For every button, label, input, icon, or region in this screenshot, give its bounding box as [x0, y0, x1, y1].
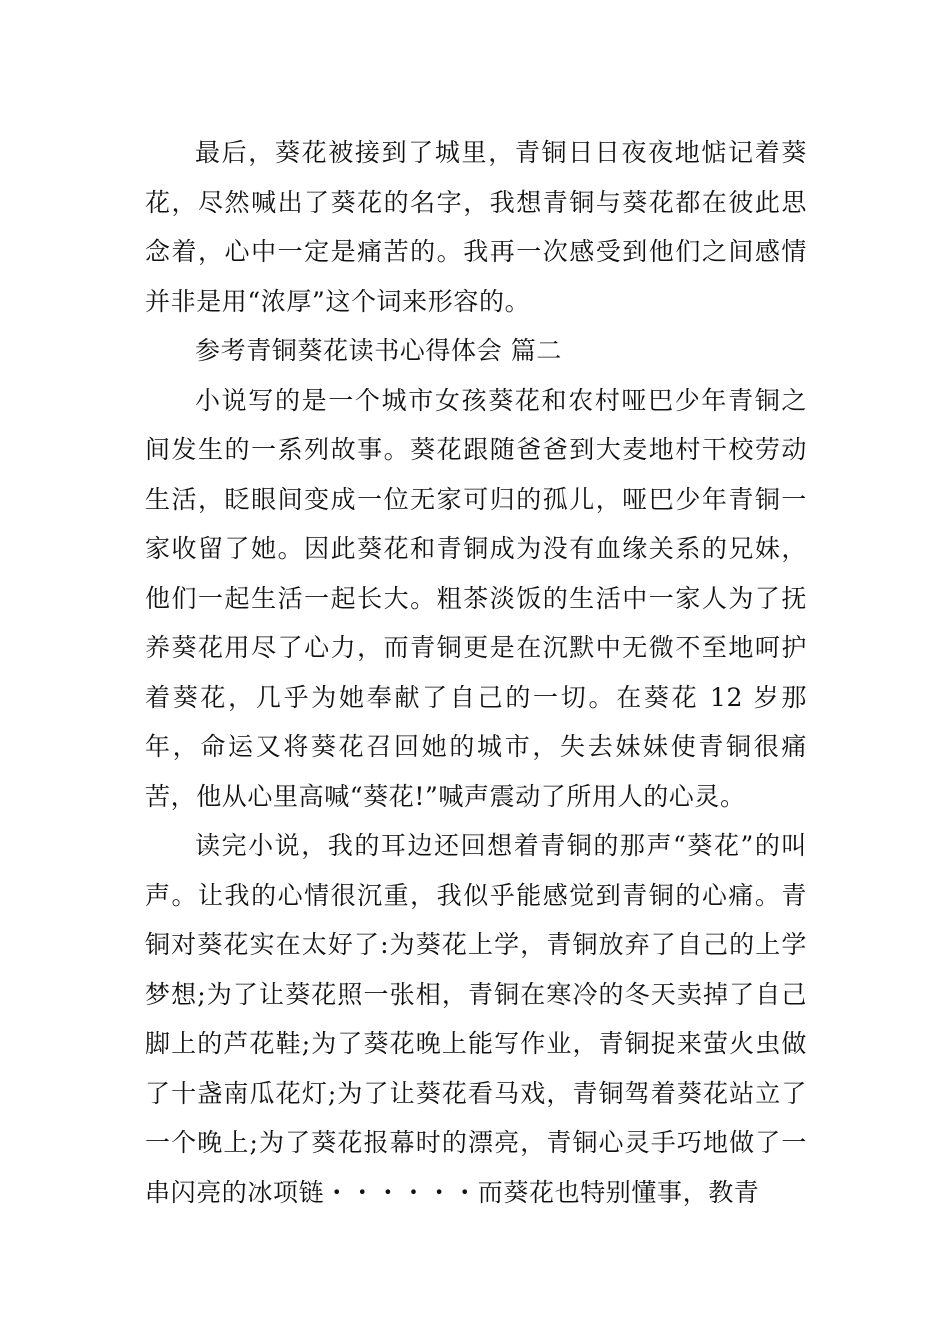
paragraph-ending-part-one: 最后，葵花被接到了城里，青铜日日夜夜地惦记着葵花，尽然喊出了葵花的名字，我想青铜与葵花都在彼此思念着，心中一定是痛苦的。我再一次感受到他们之间感情并非是用“浓厚”这个词来形容的。 [145, 138, 807, 316]
document-page [145, 128, 807, 1217]
paragraph-story-summary: 小说写的是一个城市女孩葵花和农村哑巴少年青铜之间发生的一系列故事。葵花跟随爸爸到大麦地村干校劳动生活，眨眼间变成一位无家可归的孤儿，哑巴少年青铜一家收留了她。因此葵花和青铜成为没有血缘关系的兄妹，他们一起生活一起长大。粗茶淡饭的生活中一家人为了抚养葵花用尽了心力，而青铜更是在沉默中无微不至地呵护着葵花，几乎为她奉献了自己的一切。在葵花 12 岁那年，命运又将葵花召回她的城市，失去妹妹使青铜很痛苦，他从心里高喊“葵花!”喊声震动了所用人的心灵。 [145, 385, 807, 811]
paragraph-reflection: 读完小说，我的耳边还回想着青铜的那声“葵花”的叫声。让我的心情很沉重，我似乎能感觉到青铜的心痛。青铜对葵花实在太好了:为葵花上学，青铜放弃了自己的上学梦想;为了让葵花照一张相，青铜在寒冷的冬天卖掉了自己脚上的芦花鞋;为了葵花晚上能写作业，青铜捉来萤火虫做了十盏南瓜花灯;为了让葵花看马戏，青铜驾着葵花站立了一个晚上;为了葵花报幕时的漂亮，青铜心灵手巧地做了一串闪亮的冰项链・・・・・・而葵花也特别懂事，教青 [145, 831, 807, 1207]
section-heading-part-two: 参考青铜葵花读书心得体会 篇二 [195, 336, 562, 365]
